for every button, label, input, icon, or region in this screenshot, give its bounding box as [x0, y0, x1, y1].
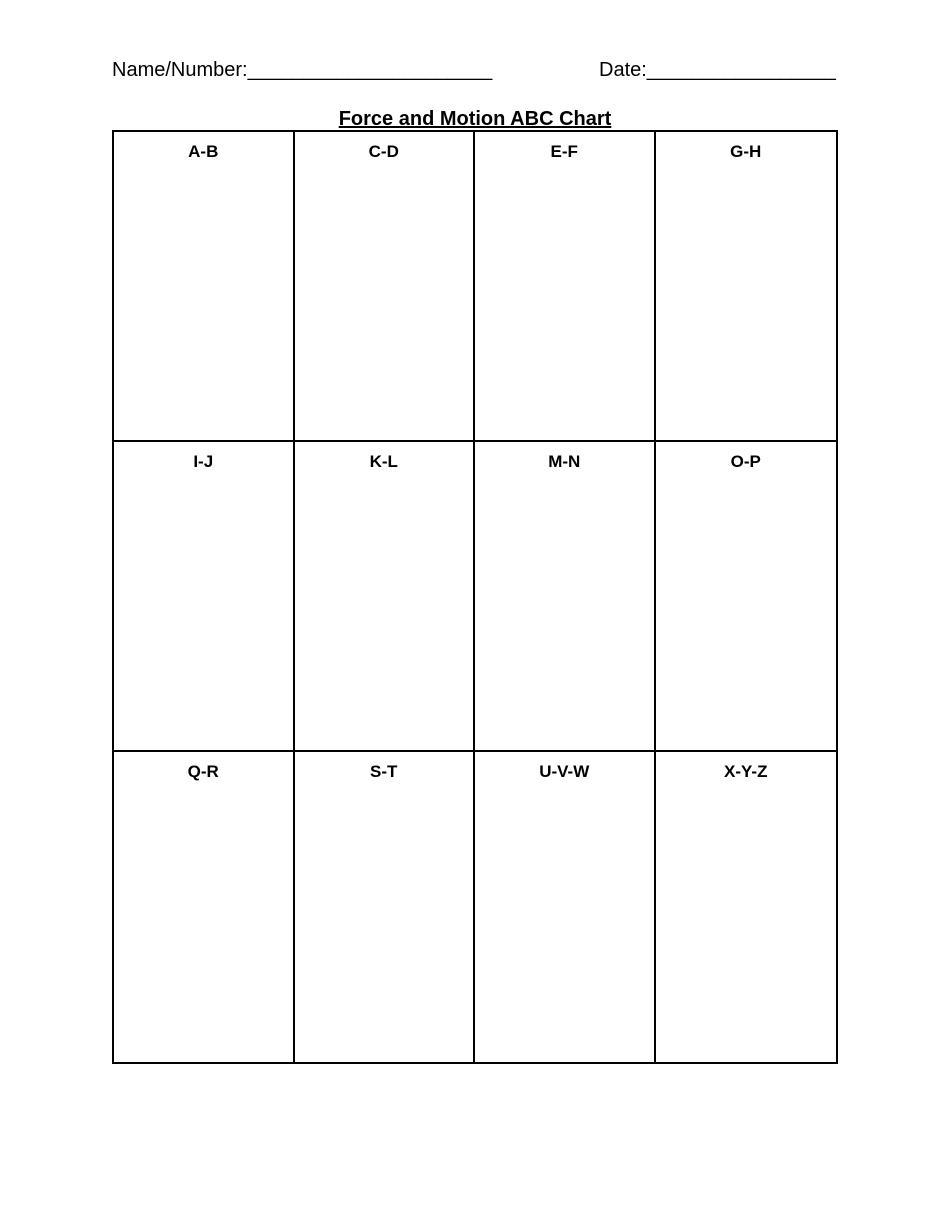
abc-cell-g-h[interactable] — [656, 132, 837, 442]
abc-cell-u-v-w[interactable] — [475, 752, 656, 1062]
abc-cell-m-n[interactable] — [475, 442, 656, 752]
cell-label: S-T — [370, 762, 398, 781]
cell-label: C-D — [368, 142, 399, 161]
chart-title: Force and Motion ABC Chart — [338, 108, 612, 130]
abc-cell-q-r[interactable] — [114, 752, 295, 1062]
cell-label: A-B — [188, 142, 219, 161]
name-number-field[interactable]: Name/Number:______________________ — [112, 59, 493, 81]
abc-cell-x-y-z[interactable] — [656, 752, 837, 1062]
cell-label: I-J — [193, 452, 214, 471]
cell-label: Q-R — [187, 762, 219, 781]
abc-chart-grid — [112, 130, 838, 1064]
abc-cell-i-j[interactable] — [114, 442, 295, 752]
cell-label: E-F — [550, 142, 578, 161]
cell-label: M-N — [548, 452, 581, 471]
abc-cell-k-l[interactable] — [295, 442, 476, 752]
abc-cell-s-t[interactable] — [295, 752, 476, 1062]
abc-cell-a-b[interactable] — [114, 132, 295, 442]
date-field[interactable]: Date:_________________ — [599, 59, 836, 81]
cell-label: O-P — [730, 452, 761, 471]
abc-cell-o-p[interactable] — [656, 442, 837, 752]
abc-cell-e-f[interactable] — [475, 132, 656, 442]
cell-label: K-L — [369, 452, 398, 471]
abc-cell-c-d[interactable] — [295, 132, 476, 442]
cell-label: U-V-W — [539, 762, 590, 781]
cell-label: G-H — [730, 142, 762, 161]
cell-label: X-Y-Z — [724, 762, 768, 781]
